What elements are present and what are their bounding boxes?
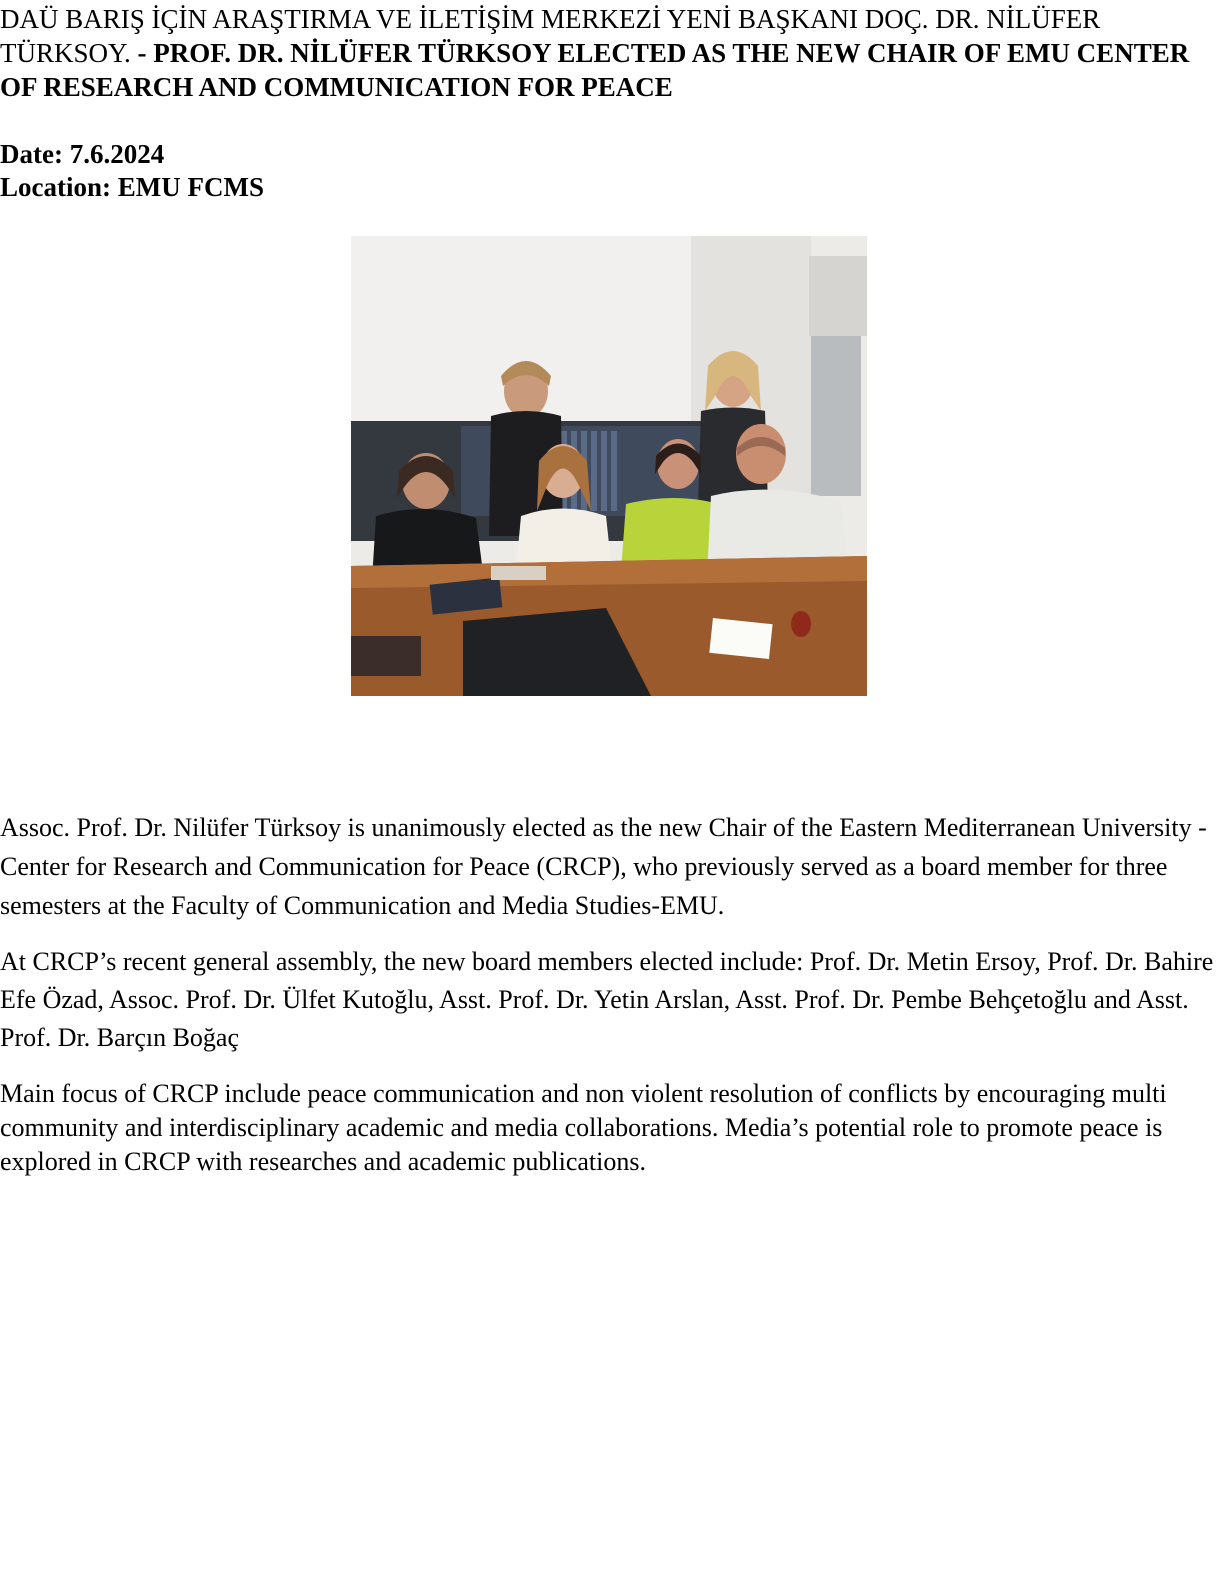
article-body [0,808,1215,1193]
title-turkish: DAÜ BARIŞ İÇİN ARAŞTIRMA VE İLETİŞİM MERKEZİ YENİ BAŞKANI DOÇ. DR. NİLÜFER TÜRKSOY. [0,4,1101,68]
event-meta [0,138,264,204]
title-english: PROF. DR. NİLÜFER TÜRKSOY ELECTED AS THE NEW CHAIR OF EMU CENTER OF RESEARCH AND COMMUNICATION FOR PEACE [0,38,1190,102]
group-photo [351,236,867,696]
group-photo-illustration [351,236,867,696]
paragraph-focus: Main focus of CRCP include peace communication and non violent resolution of conflicts by encouraging multi community and interdisciplinary academic and media collaborations. Media’s potential role to promote peace is explored in CRCP with researches and academic publications. [0,1079,1167,1176]
event-location: Location: EMU FCMS [0,172,264,202]
paragraph-intro: Assoc. Prof. Dr. Nilüfer Türksoy is unanimously elected as the new Chair of the Eastern Mediterranean University - Center for Research and Communication for Peace (CRCP), who previously served as a board member for three semesters at the Faculty of Communication and Media Studies-EMU. [0,813,1207,920]
paragraph-board-members: At CRCP’s recent general assembly, the new board members elected include: Prof. Dr. Metin Ersoy, Prof. Dr. Bahire Efe Özad, Assoc. Prof. Dr. Ülfet Kutoğlu, Asst. Prof. Dr. Yetin Arslan, Asst. Prof. Dr. Pembe Behçetoğlu and Asst. Prof. Dr. Barçın Boğaç [0,947,1214,1052]
page-title [0,2,1210,104]
title-separator: - [130,38,154,68]
event-date: Date: 7.6.2024 [0,139,165,169]
